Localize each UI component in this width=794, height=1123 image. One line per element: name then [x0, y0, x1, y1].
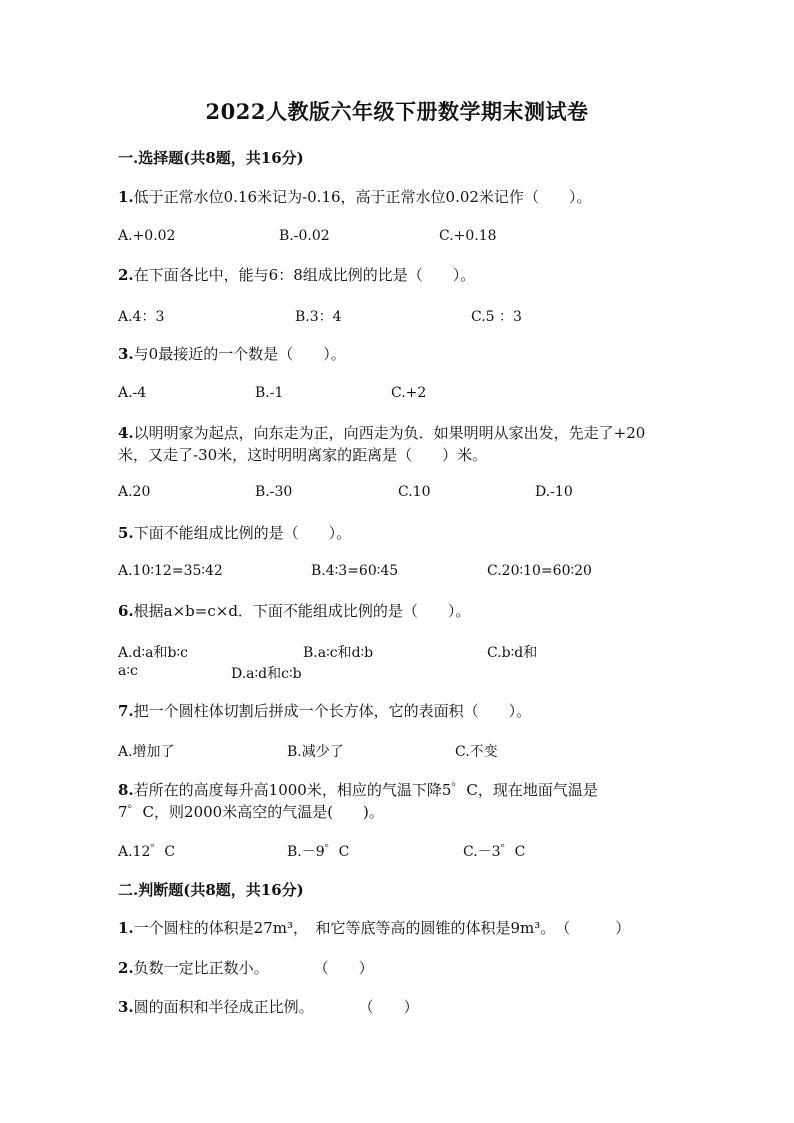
- question-3: [118, 343, 346, 365]
- question-number: 1.: [118, 919, 134, 937]
- option-a: A.-4: [118, 385, 147, 401]
- option-a: A.d∶a和b∶c: [118, 645, 188, 661]
- question-7: [118, 700, 531, 722]
- question-1: [118, 186, 591, 208]
- question-text: 以明明家为起点，向东走为正，向西走为负．如果明明从家出发，先走了+20: [133, 424, 646, 442]
- question-number: 5.: [118, 524, 134, 542]
- option-a: A.10∶12=35∶42: [118, 563, 223, 579]
- option-c: C.－3゜C: [463, 844, 526, 860]
- judgment-3: [118, 996, 419, 1018]
- option-c: C.20∶10=60∶20: [487, 563, 592, 579]
- question-text: 下面不能组成比例的是（ ）。: [133, 524, 352, 542]
- question-number: 6.: [118, 602, 134, 620]
- option-b: B.-0.02: [279, 228, 330, 244]
- option-b: B.a∶c和d∶b: [303, 645, 374, 661]
- question-text: 与0最接近的一个数是（ ）。: [133, 345, 346, 363]
- question-number: 7.: [118, 702, 134, 720]
- question-text-continued: 米，又走了-30米，这时明明离家的距离是（ ）米。: [118, 446, 488, 464]
- question-number: 3.: [118, 345, 134, 363]
- section-heading-judgment: 二.判断题(共8题，共16分): [118, 881, 304, 899]
- question-number: 1.: [118, 188, 134, 206]
- option-a: A.4：3: [118, 309, 165, 325]
- question-text: 根据a×b=c×d．下面不能组成比例的是（ ）。: [133, 602, 471, 620]
- question-number: 2.: [118, 959, 134, 977]
- option-a: A.增加了: [118, 744, 175, 760]
- question-number: 4.: [118, 424, 134, 442]
- option-a: A.20: [118, 484, 151, 500]
- question-text: 圆的面积和半径成正比例。 （ ）: [133, 998, 419, 1016]
- option-d: D.-10: [535, 484, 573, 500]
- question-number: 2.: [118, 266, 134, 284]
- option-c: C.+2: [391, 385, 427, 401]
- option-c: C.5 ：3: [471, 309, 522, 325]
- option-c: C.+0.18: [439, 228, 497, 244]
- option-b: B.4∶3=60∶45: [311, 563, 399, 579]
- question-6: [118, 600, 470, 622]
- section-heading-choice: 一.选择题(共8题，共16分): [118, 149, 304, 167]
- option-b: B.3：4: [295, 309, 342, 325]
- option-c: C.不变: [455, 744, 498, 760]
- option-d: D.a∶d和c∶b: [231, 666, 302, 682]
- option-c-continued: a∶c: [118, 663, 138, 679]
- option-b: B.－9゜C: [287, 844, 350, 860]
- question-text: 低于正常水位0.16米记为-0.16，高于正常水位0.02米记作（ ）。: [133, 188, 592, 206]
- option-c: C.10: [398, 484, 431, 500]
- question-text: 一个圆柱的体积是27m³， 和它等底等高的圆锥的体积是9m³。 （ ）: [133, 919, 631, 937]
- question-text-continued: 7゜C，则2000米高空的气温是( )。: [118, 803, 384, 821]
- question-4: [118, 422, 645, 444]
- option-b: B.-1: [255, 385, 284, 401]
- question-text: 负数一定比正数小。 （ ）: [133, 959, 374, 977]
- option-b: B.减少了: [287, 744, 344, 760]
- page-title: 2022人教版六年级下册数学期末测试卷: [205, 99, 589, 124]
- option-b: B.-30: [255, 484, 293, 500]
- judgment-1: [118, 917, 630, 939]
- question-number: 3.: [118, 998, 134, 1016]
- option-a: A.+0.02: [118, 228, 176, 244]
- question-2: [118, 264, 475, 286]
- judgment-2: [118, 957, 374, 979]
- question-5: [118, 522, 351, 544]
- option-a: A.12゜C: [118, 844, 176, 860]
- question-text: 在下面各比中，能与6：8组成比例的比是（ ）。: [133, 266, 476, 284]
- question-8: [118, 779, 598, 801]
- option-c: C.b∶d和: [487, 645, 538, 661]
- question-text: 把一个圆柱体切割后拼成一个长方体，它的表面积（ ）。: [133, 702, 532, 720]
- question-number: 8.: [118, 781, 134, 799]
- question-text: 若所在的高度每升高1000米，相应的气温下降5゜C，现在地面气温是: [133, 781, 598, 799]
